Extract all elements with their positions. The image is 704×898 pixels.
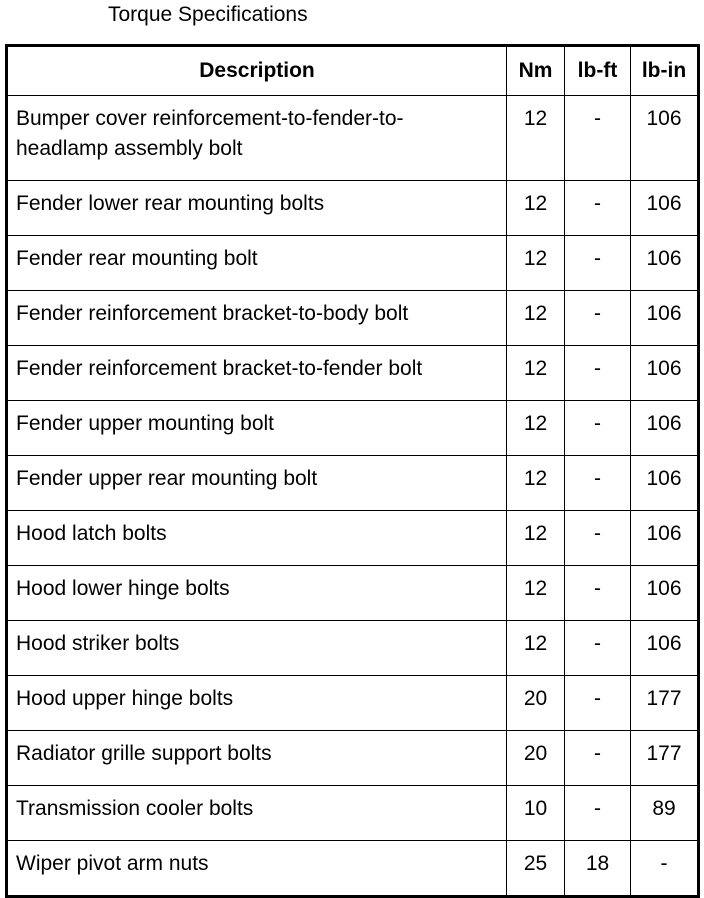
nm-cell: 12	[507, 511, 565, 566]
lb-in-cell: 106	[631, 96, 699, 181]
description-cell: Hood upper hinge bolts	[7, 676, 507, 731]
lb-ft-cell: -	[565, 456, 631, 511]
lb-in-cell: 106	[631, 401, 699, 456]
nm-cell: 12	[507, 236, 565, 291]
table-row	[7, 346, 699, 401]
nm-cell: 12	[507, 621, 565, 676]
nm-cell: 10	[507, 786, 565, 841]
description-cell: Fender upper mounting bolt	[7, 401, 507, 456]
table-row	[7, 566, 699, 621]
nm-cell: 20	[507, 731, 565, 786]
description-cell: Hood lower hinge bolts	[7, 566, 507, 621]
table-row	[7, 401, 699, 456]
lb-in-cell: 106	[631, 291, 699, 346]
table-row	[7, 621, 699, 676]
header-row	[7, 46, 699, 96]
lb-ft-cell: -	[565, 566, 631, 621]
column-header-lb-ft: lb-ft	[565, 46, 631, 96]
nm-cell: 12	[507, 181, 565, 236]
description-cell: Radiator grille support bolts	[7, 731, 507, 786]
column-header-description: Description	[7, 46, 507, 96]
page-title: Torque Specifications	[108, 3, 308, 26]
nm-cell: 12	[507, 346, 565, 401]
lb-ft-cell: -	[565, 511, 631, 566]
description-cell: Wiper pivot arm nuts	[7, 841, 507, 897]
description-cell: Fender upper rear mounting bolt	[7, 456, 507, 511]
table-row	[7, 841, 699, 897]
table-row	[7, 291, 699, 346]
column-header-lb-in: lb-in	[631, 46, 699, 96]
nm-cell: 25	[507, 841, 565, 897]
description-cell: Hood striker bolts	[7, 621, 507, 676]
lb-ft-cell: -	[565, 401, 631, 456]
table-row	[7, 181, 699, 236]
nm-cell: 12	[507, 566, 565, 621]
table-row	[7, 676, 699, 731]
lb-ft-cell: -	[565, 236, 631, 291]
table-row	[7, 786, 699, 841]
description-cell: Fender rear mounting bolt	[7, 236, 507, 291]
nm-cell: 12	[507, 291, 565, 346]
lb-ft-cell: -	[565, 291, 631, 346]
lb-in-cell: -	[631, 841, 699, 897]
lb-ft-cell: -	[565, 181, 631, 236]
lb-ft-cell: 18	[565, 841, 631, 897]
nm-cell: 12	[507, 456, 565, 511]
table-row	[7, 456, 699, 511]
description-cell: Bumper cover reinforcement-to-fender-to-headlamp assembly bolt	[7, 96, 507, 181]
torque-spec-table	[5, 44, 700, 898]
table-row	[7, 511, 699, 566]
lb-ft-cell: -	[565, 96, 631, 181]
table-row	[7, 731, 699, 786]
lb-in-cell: 106	[631, 456, 699, 511]
lb-in-cell: 106	[631, 181, 699, 236]
lb-ft-cell: -	[565, 786, 631, 841]
description-cell: Fender lower rear mounting bolts	[7, 181, 507, 236]
lb-in-cell: 106	[631, 566, 699, 621]
description-cell: Transmission cooler bolts	[7, 786, 507, 841]
lb-ft-cell: -	[565, 621, 631, 676]
lb-in-cell: 106	[631, 511, 699, 566]
lb-in-cell: 177	[631, 731, 699, 786]
lb-in-cell: 89	[631, 786, 699, 841]
lb-in-cell: 177	[631, 676, 699, 731]
table-row	[7, 236, 699, 291]
table-row	[7, 96, 699, 181]
nm-cell: 20	[507, 676, 565, 731]
lb-ft-cell: -	[565, 346, 631, 401]
column-header-nm: Nm	[507, 46, 565, 96]
lb-in-cell: 106	[631, 621, 699, 676]
nm-cell: 12	[507, 96, 565, 181]
lb-ft-cell: -	[565, 676, 631, 731]
nm-cell: 12	[507, 401, 565, 456]
description-cell: Fender reinforcement bracket-to-body bolt	[7, 291, 507, 346]
description-cell: Hood latch bolts	[7, 511, 507, 566]
lb-in-cell: 106	[631, 236, 699, 291]
lb-ft-cell: -	[565, 731, 631, 786]
lb-in-cell: 106	[631, 346, 699, 401]
description-cell: Fender reinforcement bracket-to-fender bolt	[7, 346, 507, 401]
